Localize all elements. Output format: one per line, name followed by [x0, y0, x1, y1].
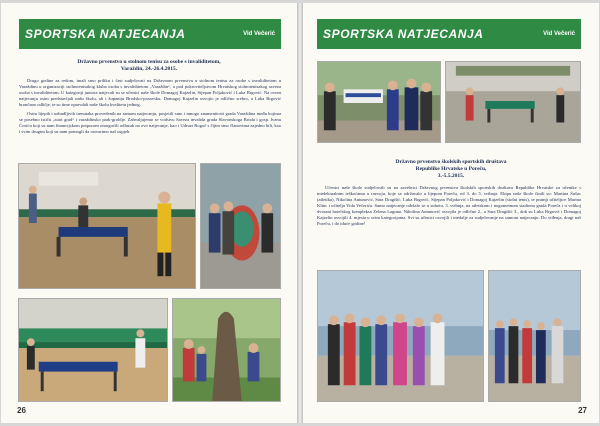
article-heading-line: 3.-5.5.2015.: [437, 173, 465, 179]
photo-table-tennis-hall: [18, 163, 196, 289]
article-heading: [333, 159, 569, 180]
photo-team-with-banner: [317, 61, 441, 143]
section-title: SPORTSKA NATJECANJA: [323, 27, 484, 41]
photo-group-at-pier: [488, 270, 581, 402]
page-number: 27: [578, 406, 587, 415]
paragraph: Učenici naše škole sudjelovali su na završnici Državnog prvenstva školskih sportskih društava Republike Hrvatske za učenike s intelektualnim teškoćama u razvoju, koje se održavalo u lijepom Poreču, od 3. do 5. svibnja. Ekipu naše škole činili su: Martina Šušac (atletika), Nikolina Antunović, Sara Dragišić, Luka Brgović, Stjepan Poljaković i Domagoj Kajzelin (stolni tenis), te pratnji učiteljice Marina Klinc i učitelja Vida Večerića. Samo natjecanje održalo se u subotu, 3. svibnja, na atletskom i nogometnom stadionu grada Poreča i u velikoj dvorani hotelskog kompleksa Zelena Laguna. Nikolina Antunović osvojila je odlično 2., a Sara Dragišić 3., dok su Luka Brgović i Domagoj Kajzelin osvojili 4. mjesta u svim kategorijama. Svi su učenici osvojili i medalje za sudjelovanje na samom natjecanju. Do viđenja, dragi naš Poreču, i do iduće godine!: [317, 185, 581, 226]
article-heading: [41, 59, 257, 73]
page-number: 26: [17, 406, 26, 415]
photo-indoor-hall: [445, 61, 581, 143]
photo-students-by-egg: [200, 163, 281, 289]
article-heading-line: Republike Hrvatske u Poreču,: [415, 166, 487, 172]
article-heading-line: Državno prvenstvo u stolnom tenisu za osobe s invaliditetom,: [77, 59, 221, 65]
photo-students-by-tree: [172, 298, 281, 402]
author-name: Vid Večerić: [243, 31, 275, 37]
photo-sports-gym: [18, 298, 168, 402]
left-page: [1, 3, 297, 423]
author-name: Vid Večerić: [543, 31, 575, 37]
section-title: SPORTSKA NATJECANJA: [25, 27, 186, 41]
section-banner: [317, 19, 581, 49]
article-body: [19, 78, 281, 138]
photo-group-at-seaside: [317, 270, 484, 402]
right-page: [303, 3, 599, 423]
article-body: [317, 185, 581, 230]
paragraph: Drugo godine za redom, imali smo priliku i čast sudjelovati na Državnom prvenstvu u stolnom tenisu za osobe s invaliditetom u Varaždinu u organizaciji stolnotenisakog kluba osoba s invaliditetom „Varaždin“, a pod pokroviteljstvom Hrvatskog stolnotenisakog saveza osoba s invaliditetom. U kategoriji juniora natjecali su se učenici naše škole Domagoj Kajzelin, Stjepan Poljaković i Luka Brgović. Na ovom natjecanju osim predstavljali našu školu, ali i županiju Brodsko-posavsku. Domagoj Kajzelin osvojio je odlično srebro, a Luka Brgović brončano odličje, te su time opravdali naše školu kvalitetu jednog.: [19, 78, 281, 107]
article-heading-line: Varaždin, 24.-26.4.2015.: [120, 66, 178, 72]
article-heading-line: Državno prvenstvo školskih sportskih društava: [395, 159, 507, 165]
section-banner: [19, 19, 281, 49]
paragraph: Osim lijepih i uzbudljivih trenutaka provedenih na samom natjecanju, posjetili smo i mnogo znamenitosti grada Varaždina među kojima se posebno ističu „stari grad“ i varaždinsko park-groblje. Zahvaljujemo se vodstvu Saveza invalida grada Slavonskoga Broda i gosp. Ivanu Ćosiću koji su nam financijskom potporom omogućili odlazak na ovo natjecanje, kao i Udruzi Rogoč s čijim smo članovima zajedno bili, kao i svim drugim koji su nam pomogli da ostvarimo naš uspjeh.: [19, 111, 281, 134]
